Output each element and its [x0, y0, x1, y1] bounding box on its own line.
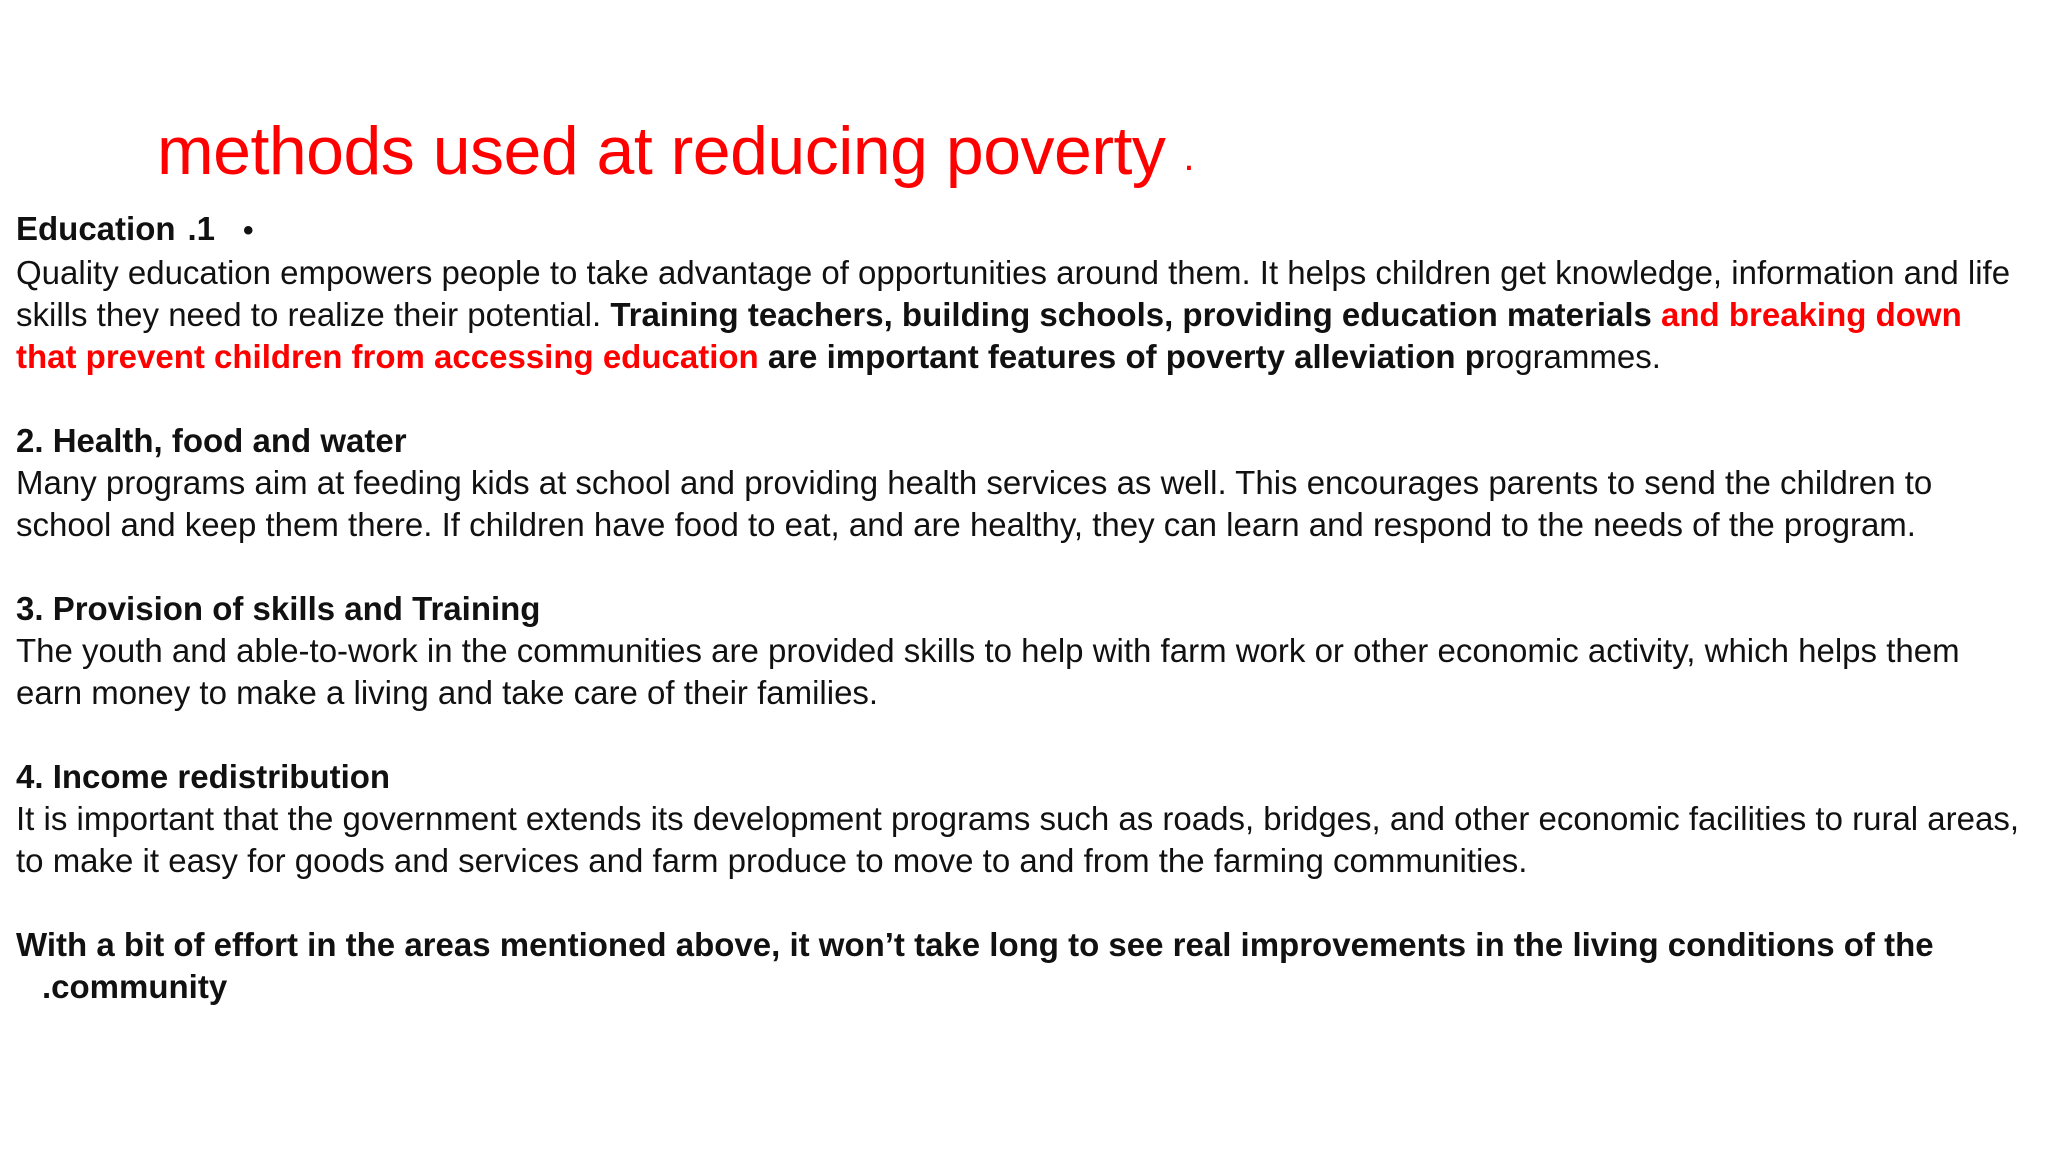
conclusion	[16, 924, 2026, 1008]
section-income	[16, 756, 2026, 882]
section-body-bold-2: are important features of poverty alleviation p	[758, 338, 1485, 375]
spacer	[16, 546, 2026, 588]
section-heading-text: Education	[16, 210, 176, 247]
section-heading-skills: 3. Provision of skills and Training	[16, 590, 541, 627]
section-body-health: Many programs aim at feeding kids at school and providing health services as well. This encourages parents to send the children to school and keep them there. If children have food to eat, and are healthy, they can learn and respond to the needs of the program.	[16, 464, 1933, 543]
section-body-education	[16, 252, 2026, 378]
section-heading-education	[16, 208, 2026, 252]
conclusion-line-1: With a bit of effort in the areas mentioned above, it won’t take long to see real improvements in the living conditions of the	[16, 926, 1934, 963]
slide-title-text: methods used at reducing poverty	[157, 113, 1166, 189]
section-body-highlight: and breaking down that prevent children from accessing education	[16, 296, 1962, 375]
section-body-end: rogrammes.	[1484, 338, 1661, 375]
slide-title-dot: .	[1183, 135, 1195, 179]
spacer	[16, 378, 2026, 420]
section-skills	[16, 588, 2026, 714]
section-heading-number: .1	[187, 210, 216, 247]
section-body-text: Quality education empowers people to take advantage of opportunities around them. It helps children get knowledge, information and life skills they need to realize their potential.	[16, 254, 2011, 333]
bullet-icon: •	[243, 214, 254, 247]
slide-title	[157, 112, 1194, 190]
spacer	[16, 714, 2026, 756]
section-heading-health: 2. Health, food and water	[16, 422, 407, 459]
section-heading-income: 4. Income redistribution	[16, 758, 391, 795]
section-body-bold: Training teachers, building schools, providing education materials	[610, 296, 1662, 333]
spacer	[16, 882, 2026, 924]
section-health	[16, 420, 2026, 546]
section-body-skills: The youth and able-to-work in the communities are provided skills to help with farm work or other economic activity, which helps them earn money to make a living and take care of their families.	[16, 632, 1960, 711]
slide-body	[16, 208, 2026, 1008]
section-education	[16, 208, 2026, 378]
conclusion-line-2: .community	[42, 968, 228, 1005]
section-body-income: It is important that the government extends its development programs such as roads, bridges, and other economic facilities to rural areas, to make it easy for goods and services and farm produce to move to and from the farming communities.	[16, 800, 2020, 879]
